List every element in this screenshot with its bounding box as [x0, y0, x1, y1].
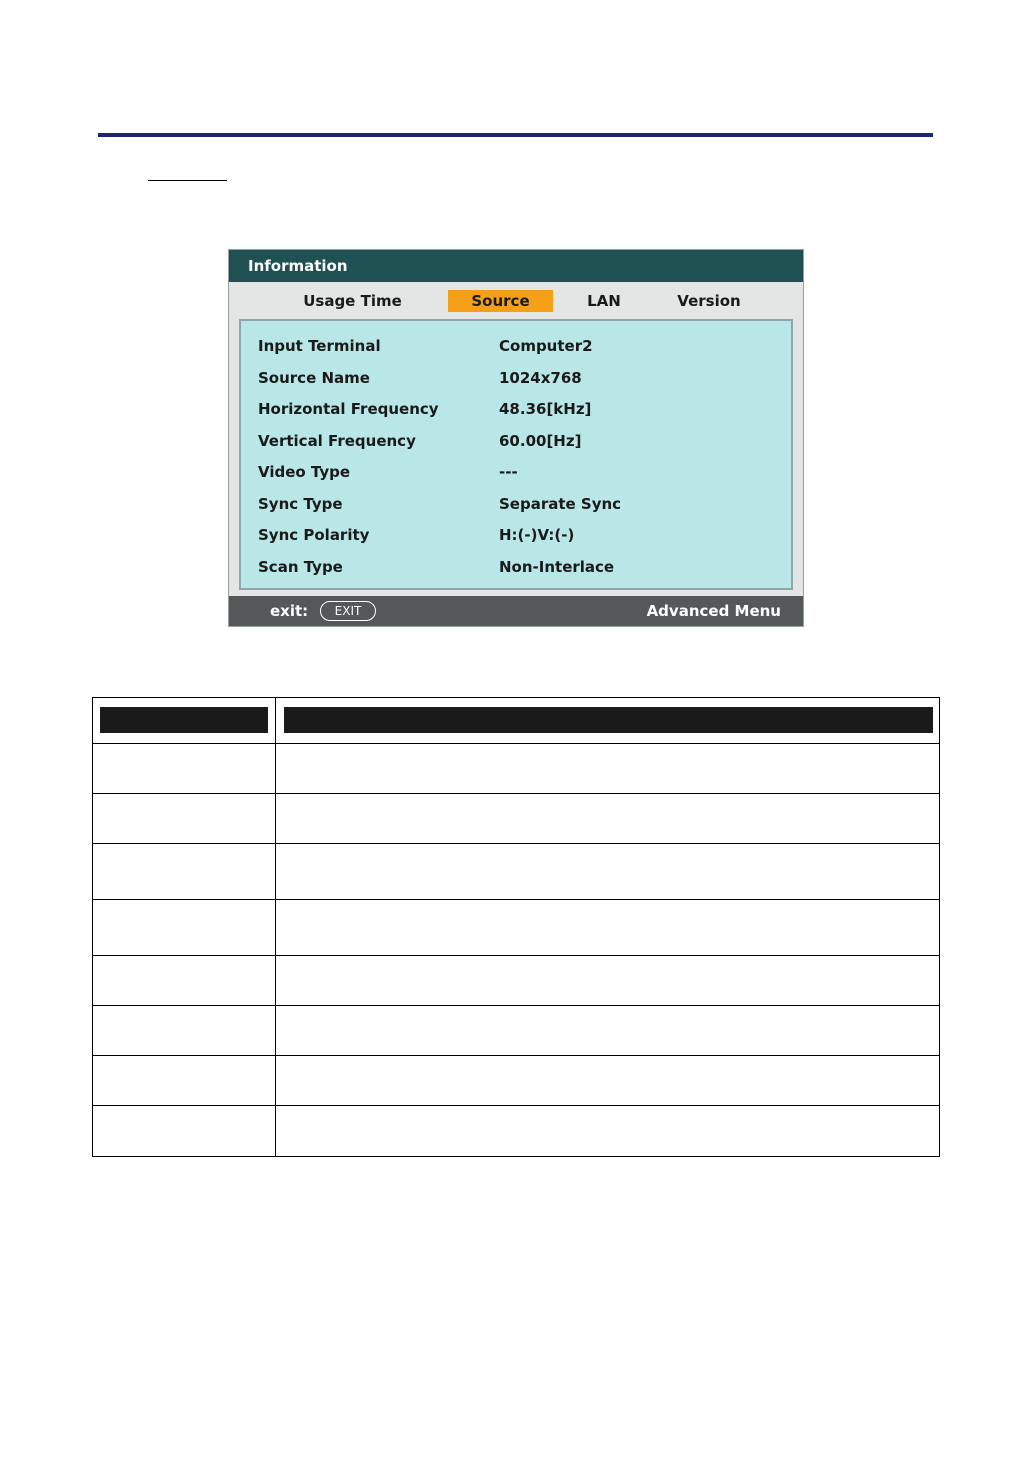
header-rule	[98, 133, 933, 137]
info-row-sync-type	[241, 489, 791, 519]
section-heading-underline	[148, 180, 227, 181]
menu-mode-label: Advanced Menu	[646, 602, 781, 620]
description-table	[92, 697, 940, 1157]
information-osd-window	[228, 249, 804, 627]
row-divider	[93, 843, 939, 844]
info-label: Input Terminal	[258, 337, 381, 355]
info-value: 48.36[kHz]	[499, 400, 592, 418]
osd-title-bar	[229, 250, 803, 282]
column-divider	[275, 698, 276, 1156]
info-label: Sync Type	[258, 494, 343, 513]
info-row-video-type	[241, 457, 791, 487]
info-row-sync-polarity	[241, 520, 791, 550]
exit-key-icon[interactable]: EXIT	[320, 601, 376, 621]
tab-version[interactable]: Version	[677, 292, 741, 310]
row-divider	[93, 955, 939, 956]
info-row-horizontal-frequency	[241, 394, 791, 424]
tab-source[interactable]: Source	[448, 290, 553, 312]
row-divider	[93, 793, 939, 794]
info-row-source-name	[241, 363, 791, 393]
table-header-description	[284, 707, 933, 733]
row-divider	[93, 899, 939, 900]
info-value: 60.00[Hz]	[499, 431, 582, 450]
source-info-panel	[239, 319, 793, 590]
row-divider	[93, 1005, 939, 1006]
info-value: ---	[499, 463, 518, 481]
info-value: H:(-)V:(-)	[499, 526, 575, 544]
osd-footer	[229, 596, 803, 626]
row-divider	[93, 743, 939, 744]
info-label: Sync Polarity	[258, 526, 370, 544]
info-row-vertical-frequency	[241, 426, 791, 456]
info-value: Non-Interlace	[499, 557, 615, 576]
info-value: 1024x768	[499, 368, 582, 387]
exit-label: exit:	[270, 602, 309, 620]
table-header-item	[100, 707, 268, 733]
info-label: Scan Type	[258, 557, 343, 576]
info-label: Source Name	[258, 368, 370, 387]
info-value: Computer2	[499, 337, 593, 355]
osd-tab-bar	[229, 290, 803, 314]
row-divider	[93, 1105, 939, 1106]
info-label: Horizontal Frequency	[258, 400, 439, 418]
tab-lan[interactable]: LAN	[587, 292, 621, 310]
info-row-input-terminal	[241, 331, 791, 361]
info-label: Video Type	[258, 463, 351, 481]
row-divider	[93, 1055, 939, 1056]
info-value: Separate Sync	[499, 494, 622, 513]
info-row-scan-type	[241, 552, 791, 582]
info-label: Vertical Frequency	[258, 431, 416, 450]
osd-title: Information	[248, 257, 348, 275]
tab-usage-time[interactable]: Usage Time	[303, 292, 402, 310]
